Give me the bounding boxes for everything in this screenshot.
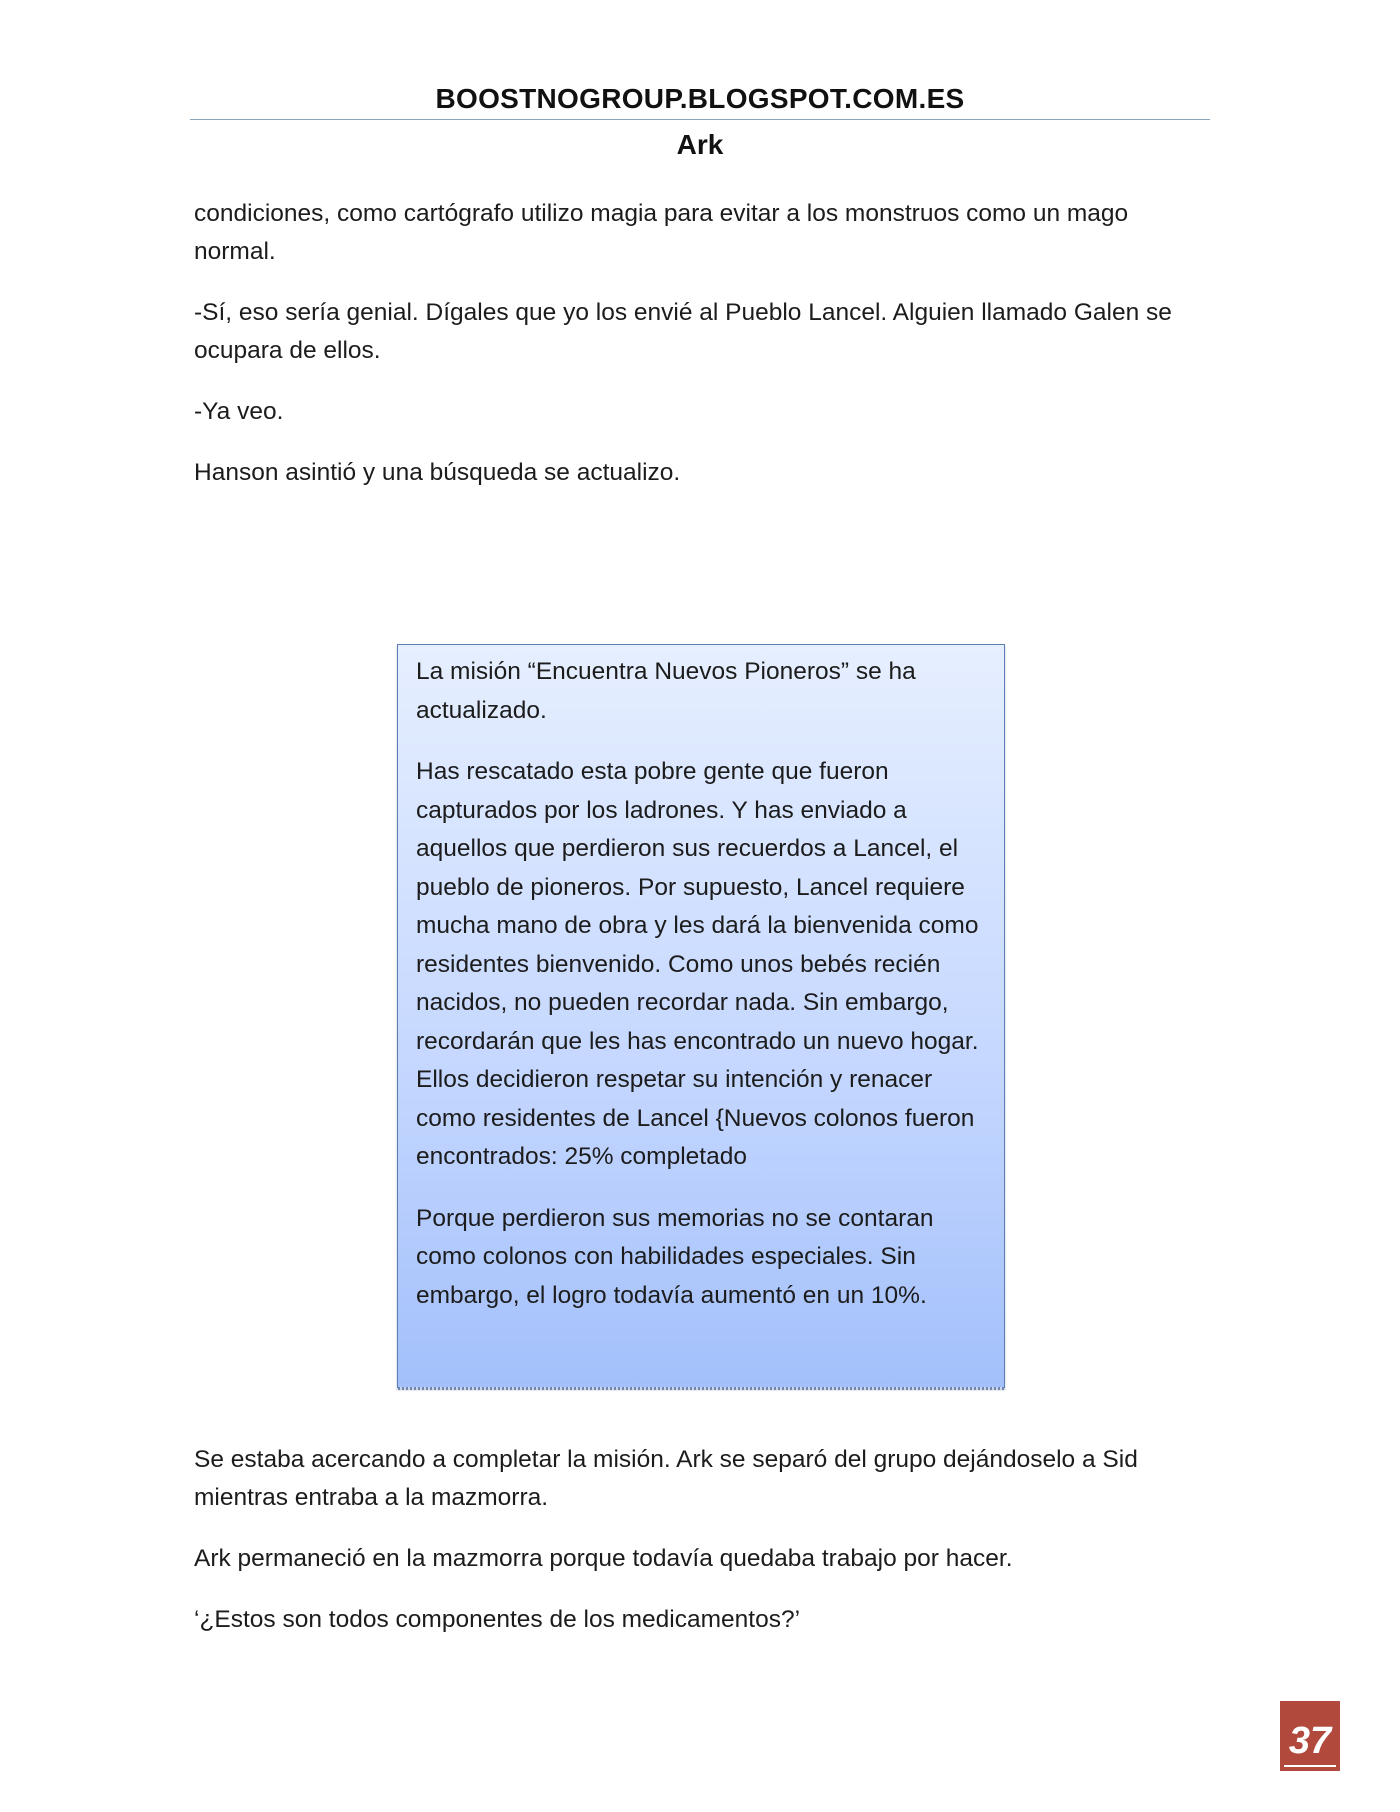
paragraph: Hanson asintió y una búsqueda se actualizo. (194, 459, 681, 486)
quest-paragraph: Has rescatado esta pobre gente que fueron capturados por los ladrones. Y has enviado a aquellos que perdieron sus recuerdos a Lancel, el pueblo de pioneros. Por supuesto, Lancel requiere mucha mano de obra y les dará la bienvenida como residentes bienvenido. Como unos bebés recién nacidos, no pueden recordar nada. Sin embargo, recordarán que les has encontrado un nuevo hogar. Ellos decidieron respetar su intención y renacer como residentes de Lancel {Nuevos colonos fueron encontrados: 25% completado (416, 758, 979, 1170)
site-title: BOOSTNOGROUP.BLOGSPOT.COM.ES (435, 83, 965, 114)
quest-paragraph: Porque perdieron sus memorias no se contaran como colonos con habilidades especiales. Sin embargo, el logro todavía aumentó en un 10%. (416, 1204, 934, 1309)
header-divider (190, 119, 1210, 120)
body-text-top (194, 195, 1194, 515)
quest-update-box (397, 644, 1005, 1388)
page-number-underline (1284, 1765, 1336, 1767)
paragraph: -Ya veo. (194, 398, 284, 425)
paragraph: Ark permaneció en la mazmorra porque todavía quedaba trabajo por hacer. (194, 1545, 1013, 1572)
quest-paragraph: La misión “Encuentra Nuevos Pioneros” se ha actualizado. (416, 658, 916, 724)
page-header (190, 82, 1210, 162)
paragraph: condiciones, como cartógrafo utilizo magia para evitar a los monstruos como un mago normal. (194, 200, 1129, 265)
paragraph: ‘¿Estos son todos componentes de los medicamentos?’ (194, 1606, 801, 1633)
page-number-badge (1280, 1701, 1340, 1771)
paragraph: Se estaba acercando a completar la misión. Ark se separó del grupo dejándoselo a Sid mientras entraba a la mazmorra. (194, 1446, 1138, 1511)
paragraph: -Sí, eso sería genial. Dígales que yo los envié al Pueblo Lancel. Alguien llamado Galen se ocupara de ellos. (194, 299, 1172, 364)
body-text-bottom (194, 1441, 1194, 1662)
page-number: 37 (1288, 1720, 1332, 1762)
book-title: Ark (676, 129, 724, 160)
